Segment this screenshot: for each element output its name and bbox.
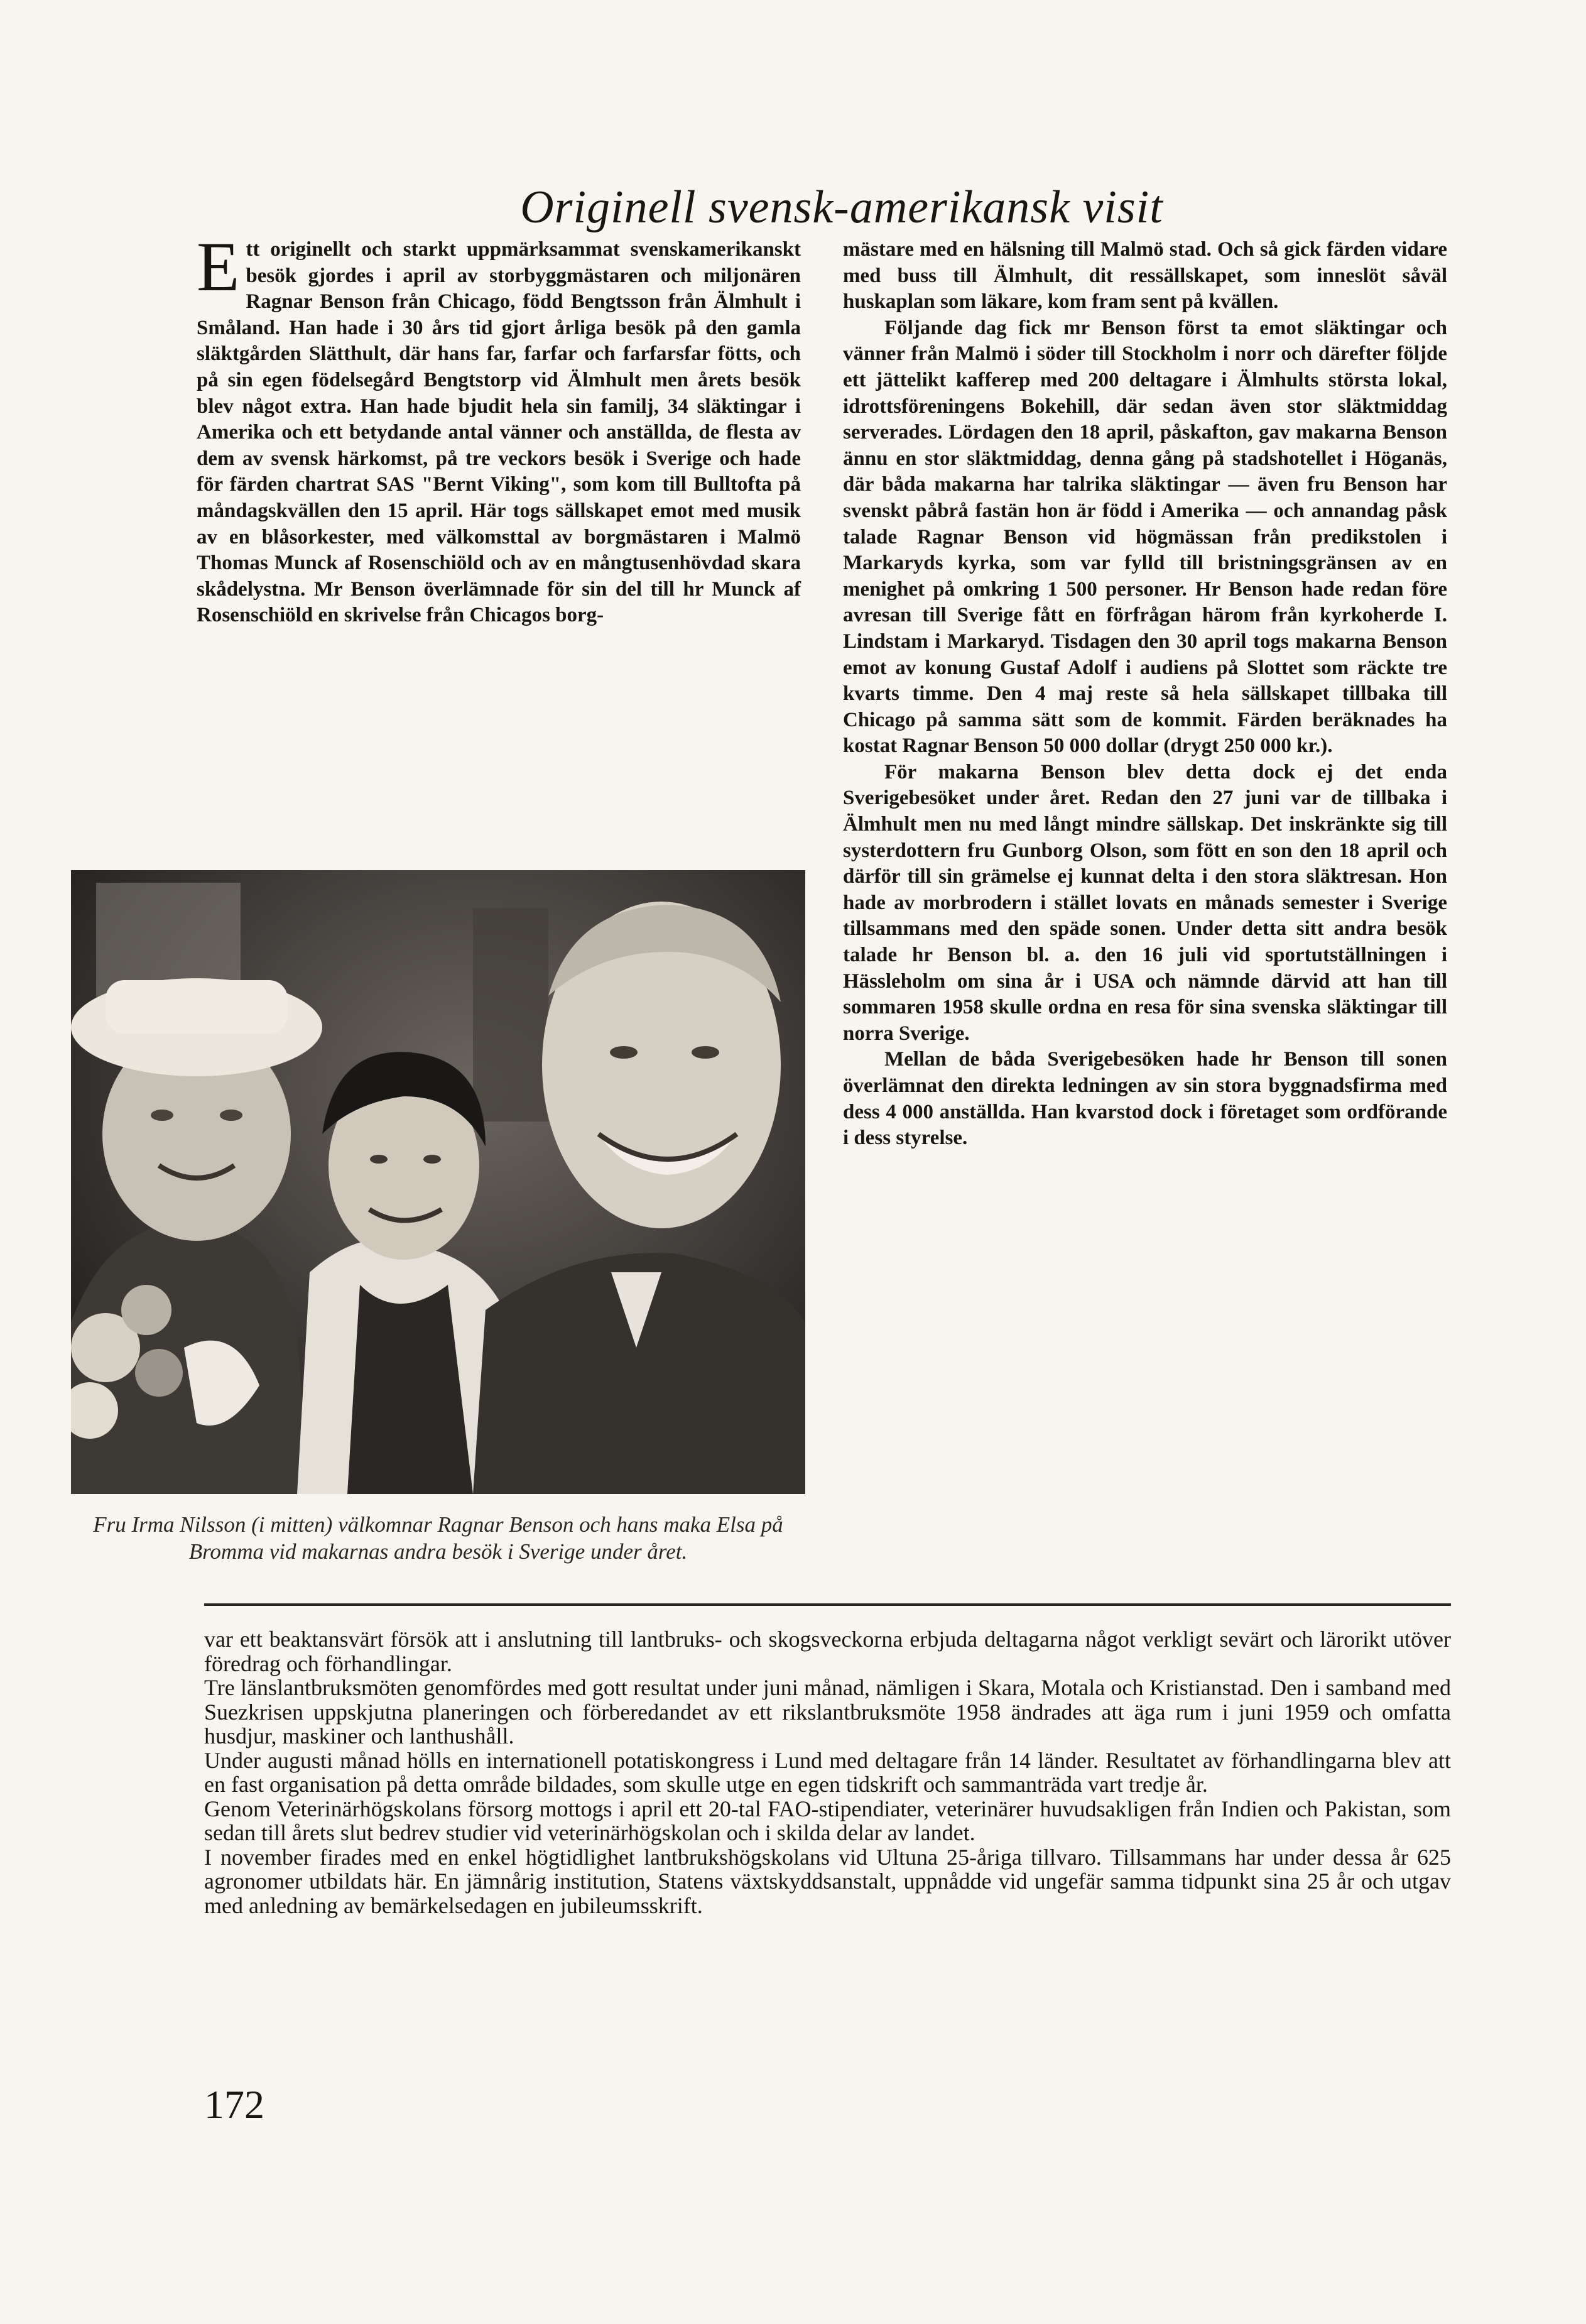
article-paragraph-text: tt originellt och starkt uppmärksammat svenskamerikanskt besök gjordes i april av storbyggmästaren och miljonären Ragnar Benson från Chicago, född Bengtsson från Älmhult i Småland. Han hade i 30 års tid gjort årliga besök på den gamla släktgården Slätthult, där hans far, farfar och farfarsfar fötts, och på sin egen födelsegård Bengtstorp vid Älmhult men årets besök blev något extra. Han hade bjudit hela sin familj, 34 släktingar i Amerika och ett betydande antal vänner och anställda, de flesta av dem av svensk härkomst, på tre veckors besök i Sverige och hade för färden chartrat SAS "Bernt Viking", som kom till Bulltofta på måndagskvällen den 15 april. Här togs sällskapet emot med musik av en blåsorkester, med välkomsttal av borgmästaren i Malmö Thomas Munck af Rosenschiöld och av en mångtusenhövdad skara skådelystna. Mr Benson överlämnade för sin del till hr Munck af Rosenschiöld en skrivelse från Chicagos borg- [197,238,801,627]
article-paragraph: För makarna Benson blev detta dock ej det enda Sverigebesöket under året. Redan den 27 juni var de tillbaka i Älmhult men nu med långt mindre sällskap. Det inskränkte sig till systerdottern fru Gunborg Olson, som fött en son den 18 april och därför till sin grämelse ej kunnat delta i den stora släktresan. Hon hade av morbrodern i stället lovats en månads semester i Sverige tillsammans med den späde sonen. Under detta sitt andra besök talade hr Benson bl. a. den 16 juli vid sportutställningen i Hässleholm om sina år i USA och nämnde därvid att han till sommaren 1958 skulle ordna en resa för sina svenska släktingar till norra Sverige. [843,760,1447,1045]
page-body-text [204,1627,1451,1918]
article-right-column [843,237,1447,1152]
article-paragraph [197,228,801,629]
body-paragraph: var ett beaktansvärt försök att i anslutning till lantbruks- och skogsveckorna erbjuda deltagarna något verkligt sevärt och lärorikt utöver föredrag och förhandlingar. [204,1627,1451,1676]
body-paragraph: Tre länslantbruksmöten genomfördes med gott resultat under juni månad, nämligen i Skara, Motala och Kristianstad. Den i samband med Suezkrisen uppskjutna planeringen och förberedandet av ett rikslantbruksmöte 1958 ändrades att äga rum i juni 1959 och omfatta husdjur, maskiner och lanthushåll. [204,1675,1451,1748]
photo-caption: Fru Irma Nilsson (i mitten) välkomnar Ragnar Benson och hans maka Elsa på Bromma vid makarnas andra besök i Sverige under året. [93,1512,783,1564]
article-title: Originell svensk-amerikansk visit [520,182,1163,233]
page-number: 172 [204,2082,264,2127]
article-paragraph: Mellan de båda Sverigebesöken hade hr Benson till sonen överlämnat den direkta ledningen av sin stora byggnadsfirma med dess 4 000 anställda. Han kvarstod dock i företaget som ordförande i dess styrelse. [843,1048,1447,1150]
photo-door [473,908,548,1121]
body-paragraph: I november firades med en enkel högtidlighet lantbrukshögskolans vid Ultuna 25-åriga tillvaro. Tillsammans har under dessa år 625 agronomer utbildats här. En jämnårig institution, Statens växtskyddsanstalt, uppnådde vid ungefär samma tidpunkt sina 25 år och utgav med anledning av bemärkelsedagen en jubileumsskrift. [204,1844,1451,1918]
drop-cap: E [197,228,240,306]
article-photo [71,870,805,1494]
article-left-column [197,228,801,629]
article-paragraph: mästare med en hälsning till Malmö stad. Och så gick färden vidare med buss till Älmhult, dit ressällskapet, som inneslöt såväl huskaplan som läkare, kom fram sent på kvällen. [843,238,1447,314]
body-paragraph: Under augusti månad hölls en internationell potatiskongress i Lund med deltagare från 14 länder. Resultatet av förhandlingarna blev att en fast organisation på detta område bildades, som skulle utge en egen tidskrift och sammanträda vart tredje år. [204,1747,1451,1797]
article-paragraph: Följande dag fick mr Benson först ta emot släktingar och vänner från Malmö i söder till Stockholm i norr och därefter följde ett jättelikt kafferep med 200 deltagare i Älmhults största lokal, idrottsföreningens Bokehill, där sedan även stor släktmiddag serverades. Lördagen den 18 april, påskafton, gav makarna Benson ännu en stor släktmiddag, denna gång på stadshotellet i Höganäs, där båda makarna har talrika släktingar — även fru Benson har svenskt påbrå fastän hon är född i Amerika — och annandag påsk talade Ragnar Benson vid högmässan från predikstolen i Markaryds kyrka, som var fylld till bristningsgränsen av en menighet på omkring 1 500 personer. Hr Benson hade redan före avresan till Sverige fått en förfrågan härom från kyrkoherde I. Lindstam i Markaryd. Tisdagen den 30 april togs makarna Benson emot av konung Gustaf Adolf i audiens på Slottet som räckte tre kvarts timme. Den 4 maj reste så hela sällskapet tillbaka till Chicago på samma sätt som de kommit. Färden beräknades ha kostat Ragnar Benson 50 000 dollar (drygt 250 000 kr.). [843,316,1447,758]
body-paragraph: Genom Veterinärhögskolans försorg mottogs i april ett 20-tal FAO-stipendiater, veterinärer huvudsakligen från Indien och Pakistan, som sedan till årets slut bedrev studier vid veterinärhögskolan och i skilda delar av landet. [204,1796,1451,1845]
section-divider [204,1603,1451,1606]
